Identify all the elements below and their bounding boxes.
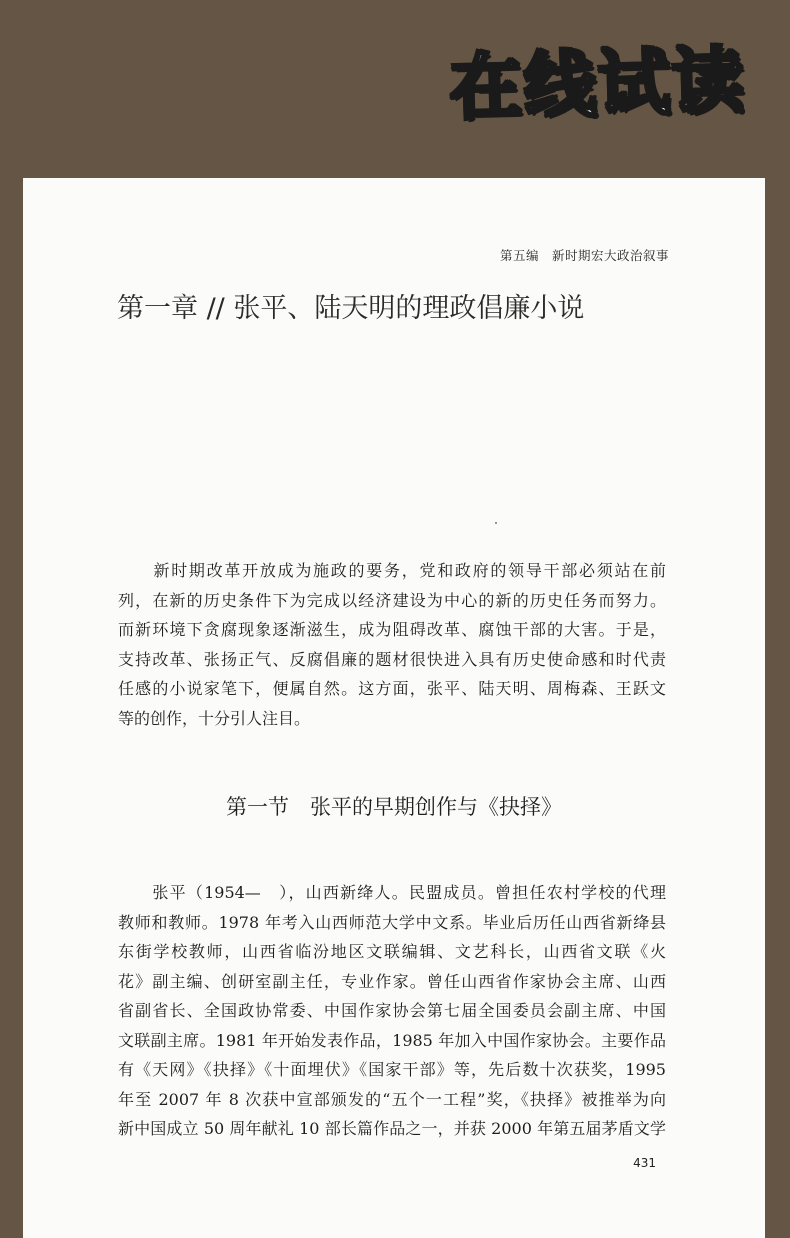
text-line: 年至 2007 年 8 次获中宣部颁发的“五个一工程”奖，《抉择》被推举为向 (118, 1089, 666, 1109)
bio-paragraph (118, 878, 666, 1144)
text-line: 等的创作，十分引人注目。 (118, 708, 311, 728)
text-line: 有《天网》《抉择》《十面埋伏》《国家干部》等，先后数十次获奖，1995 (118, 1060, 666, 1079)
text-line: 新时期改革开放成为施政的要务，党和政府的领导干部必须站在前 (118, 561, 666, 580)
chapter-title: 第一章 // 张平、陆天明的理政倡廉小说 (117, 293, 585, 324)
print-speck (495, 522, 497, 524)
text-line: 列，在新的历史条件下为完成以经济建设为中心的新的历史任务而努力。 (118, 590, 666, 610)
text-line: 张平（1954— ），山西新绛人。民盟成员。曾担任农村学校的代理 (118, 883, 666, 902)
text-line: 支持改革、张扬正气、反腐倡廉的题材很快进入具有历史使命感和时代责 (118, 649, 666, 669)
running-head: 第五编 新时期宏大政治叙事 (499, 248, 669, 263)
text-line: 省副省长、全国政协常委、中国作家协会第七届全国委员会副主席、中国 (118, 1001, 666, 1020)
text-line: 新中国成立 50 周年献礼 10 部长篇作品之一，并获 2000 年第五届茅盾文学 (118, 1119, 666, 1138)
text-line: 教师和教师。1978 年考入山西师范大学中文系。毕业后历任山西省新绛县 (118, 912, 666, 932)
intro-paragraph (118, 556, 666, 733)
text-line: 花》副主编、创研室副主任，专业作家。曾任山西省作家协会主席、山西 (118, 971, 666, 991)
text-line: 文联副主席。1981 年开始发表作品，1985 年加入中国作家协会。主要作品 (118, 1030, 666, 1050)
section-title: 第一节 张平的早期创作与《抉择》 (226, 795, 562, 819)
book-page (23, 178, 765, 1238)
text-line: 任感的小说家笔下，便属自然。这方面，张平、陆天明、周梅森、王跃文 (118, 679, 666, 698)
banner-title: 在线试读 (448, 38, 748, 130)
page-number: 431 (633, 1156, 656, 1170)
text-line: 而新环境下贪腐现象逐渐滋生，成为阻碍改革、腐蚀干部的大害。于是， (118, 620, 666, 639)
text-line: 东街学校教师，山西省临汾地区文联编辑、文艺科长，山西省文联《火 (118, 942, 666, 961)
